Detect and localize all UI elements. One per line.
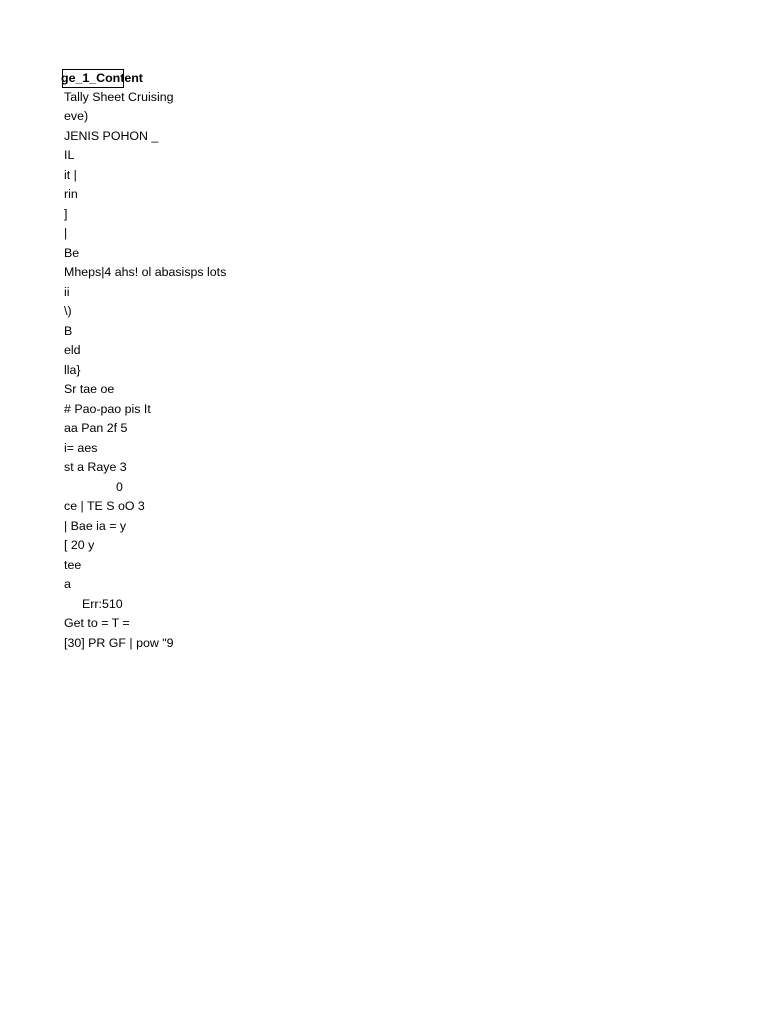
spreadsheet-sheet [61, 68, 704, 653]
sheet-row-13[interactable]: B [64, 323, 73, 338]
sheet-row-6[interactable]: rin [64, 187, 78, 201]
sheet-row-10[interactable]: Mheps|4 ahs! ol abasisps lots [64, 265, 227, 279]
sheet-row-24[interactable]: [ 20 y [64, 538, 95, 552]
sheet-row-1[interactable]: Tally Sheet Cruising [64, 89, 174, 104]
sheet-row-14[interactable]: eld [64, 343, 81, 357]
sheet-row-16[interactable]: Sr tae oe [64, 382, 115, 396]
sheet-row-29[interactable]: [30] PR GF | pow "9 [64, 635, 174, 650]
sheet-row-9[interactable]: Be [64, 245, 80, 260]
sheet-row-28[interactable]: Get to = T = [64, 616, 130, 630]
sheet-row-18[interactable]: aa Pan 2f 5 [64, 421, 128, 435]
sheet-row-3[interactable]: JENIS POHON _ [64, 128, 159, 143]
sheet-row-12[interactable]: \) [64, 304, 72, 318]
sheet-row-25[interactable]: tee [64, 557, 82, 572]
sheet-row-19[interactable]: i= aes [64, 440, 98, 455]
sheet-row-22[interactable]: ce | TE S oO 3 [64, 499, 145, 513]
sheet-row-7[interactable]: ] [64, 206, 68, 221]
sheet-row-2[interactable]: eve) [64, 109, 89, 123]
sheet-row-4[interactable]: IL [64, 148, 75, 162]
header-cell[interactable] [61, 68, 704, 88]
sheet-row-5[interactable]: it | [64, 167, 77, 182]
sheet-row-26[interactable]: a [64, 577, 71, 591]
sheet-row-21[interactable]: 0 [116, 479, 123, 494]
sheet-row-15[interactable]: lla} [64, 362, 81, 377]
sheet-row-17[interactable]: # Pao-pao pis It [64, 401, 151, 416]
header-cell-box[interactable] [61, 69, 143, 88]
sheet-row-11[interactable]: ii [64, 284, 70, 299]
sheet-row-20[interactable]: st a Raye 3 [64, 460, 127, 474]
sheet-row-23[interactable]: | Bae ia = y [64, 518, 127, 533]
sheet-row-27-error[interactable]: Err:510 [82, 596, 123, 611]
sheet-row-8[interactable]: | [64, 226, 68, 240]
header-cell-text: ge_1_Content [61, 71, 143, 85]
